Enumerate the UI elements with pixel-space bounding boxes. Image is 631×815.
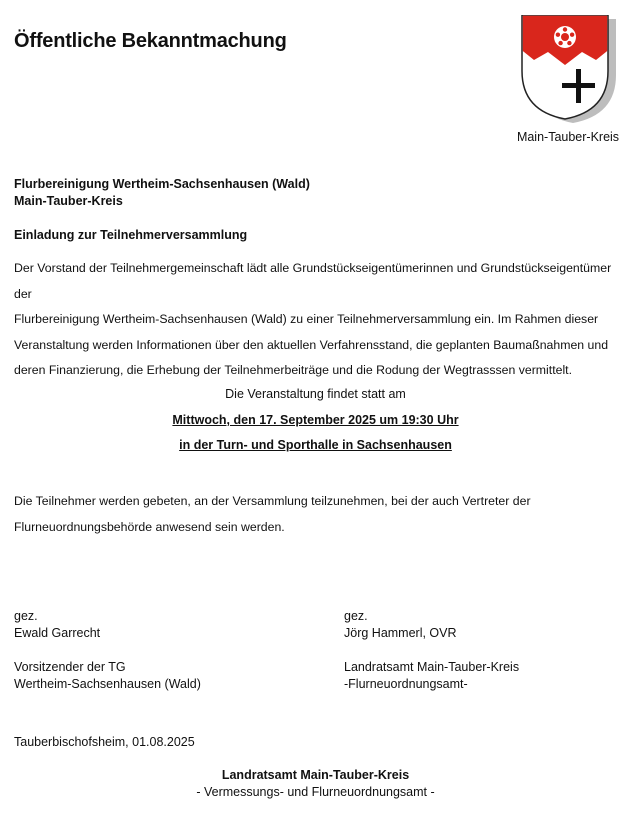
event-date-wrap bbox=[0, 411, 631, 429]
place-date: Tauberbischofsheim, 01.08.2025 bbox=[14, 735, 195, 749]
paragraph-line: Flurbereinigung Wertheim-Sachsenhausen (Wald) zu einer Teilnehmerversammlung ein. Im Rahmen dieser bbox=[14, 312, 599, 326]
paragraph-line: deren Finanzierung, die Erhebung der Teilnehmerbeiträge und die Rodung der Wegtrasssen vermittelt. bbox=[14, 363, 573, 377]
event-place: in der Turn- und Sporthalle in Sachsenhausen bbox=[179, 438, 452, 452]
footer-authority: Landratsamt Main-Tauber-Kreis bbox=[221, 768, 410, 782]
event-date: Mittwoch, den 17. September 2025 um 19:30 Uhr bbox=[172, 413, 459, 427]
subject-line-2: Main-Tauber-Kreis bbox=[14, 194, 123, 208]
right-signatory-role-2: -Flurneuordnungsamt- bbox=[344, 677, 468, 691]
event-place-wrap bbox=[0, 436, 631, 454]
event-intro: Die Veranstaltung findet statt am bbox=[225, 387, 406, 401]
right-gez: gez. bbox=[344, 609, 368, 623]
footer-department: - Vermessungs- und Flurneuordnungsamt - bbox=[196, 785, 435, 799]
left-signatory-name: Ewald Garrecht bbox=[14, 626, 101, 640]
closing-line: Die Teilnehmer werden gebeten, an der Versammlung teilzunehmen, bei der auch Vertreter der bbox=[14, 494, 531, 508]
left-gez: gez. bbox=[14, 609, 38, 623]
closing-paragraph bbox=[14, 489, 614, 540]
main-paragraph bbox=[14, 256, 614, 384]
crest-label: Main-Tauber-Kreis bbox=[516, 130, 620, 144]
invitation-heading: Einladung zur Teilnehmerversammlung bbox=[14, 228, 248, 242]
subject-line-1: Flurbereinigung Wertheim-Sachsenhausen (Wald) bbox=[14, 177, 310, 191]
paragraph-line: Der Vorstand der Teilnehmergemeinschaft lädt alle Grundstückseigentümerinnen und Grundstückseigentümer der bbox=[14, 261, 612, 301]
page-title: Öffentliche Bekanntmachung bbox=[14, 30, 287, 52]
closing-line: Flurneuordnungsbehörde anwesend sein werden. bbox=[14, 519, 285, 534]
right-signatory-role-1: Landratsamt Main-Tauber-Kreis bbox=[344, 660, 520, 674]
left-signatory-role-2: Wertheim-Sachsenhausen (Wald) bbox=[14, 677, 201, 691]
right-signatory-name: Jörg Hammerl, OVR bbox=[344, 626, 457, 640]
left-signatory-role-1: Vorsitzender der TG bbox=[14, 660, 126, 674]
coat-of-arms-icon bbox=[518, 15, 620, 125]
paragraph-line: Veranstaltung werden Informationen über den aktuellen Verfahrensstand, die geplanten Baumaßnahmen und bbox=[14, 337, 609, 352]
